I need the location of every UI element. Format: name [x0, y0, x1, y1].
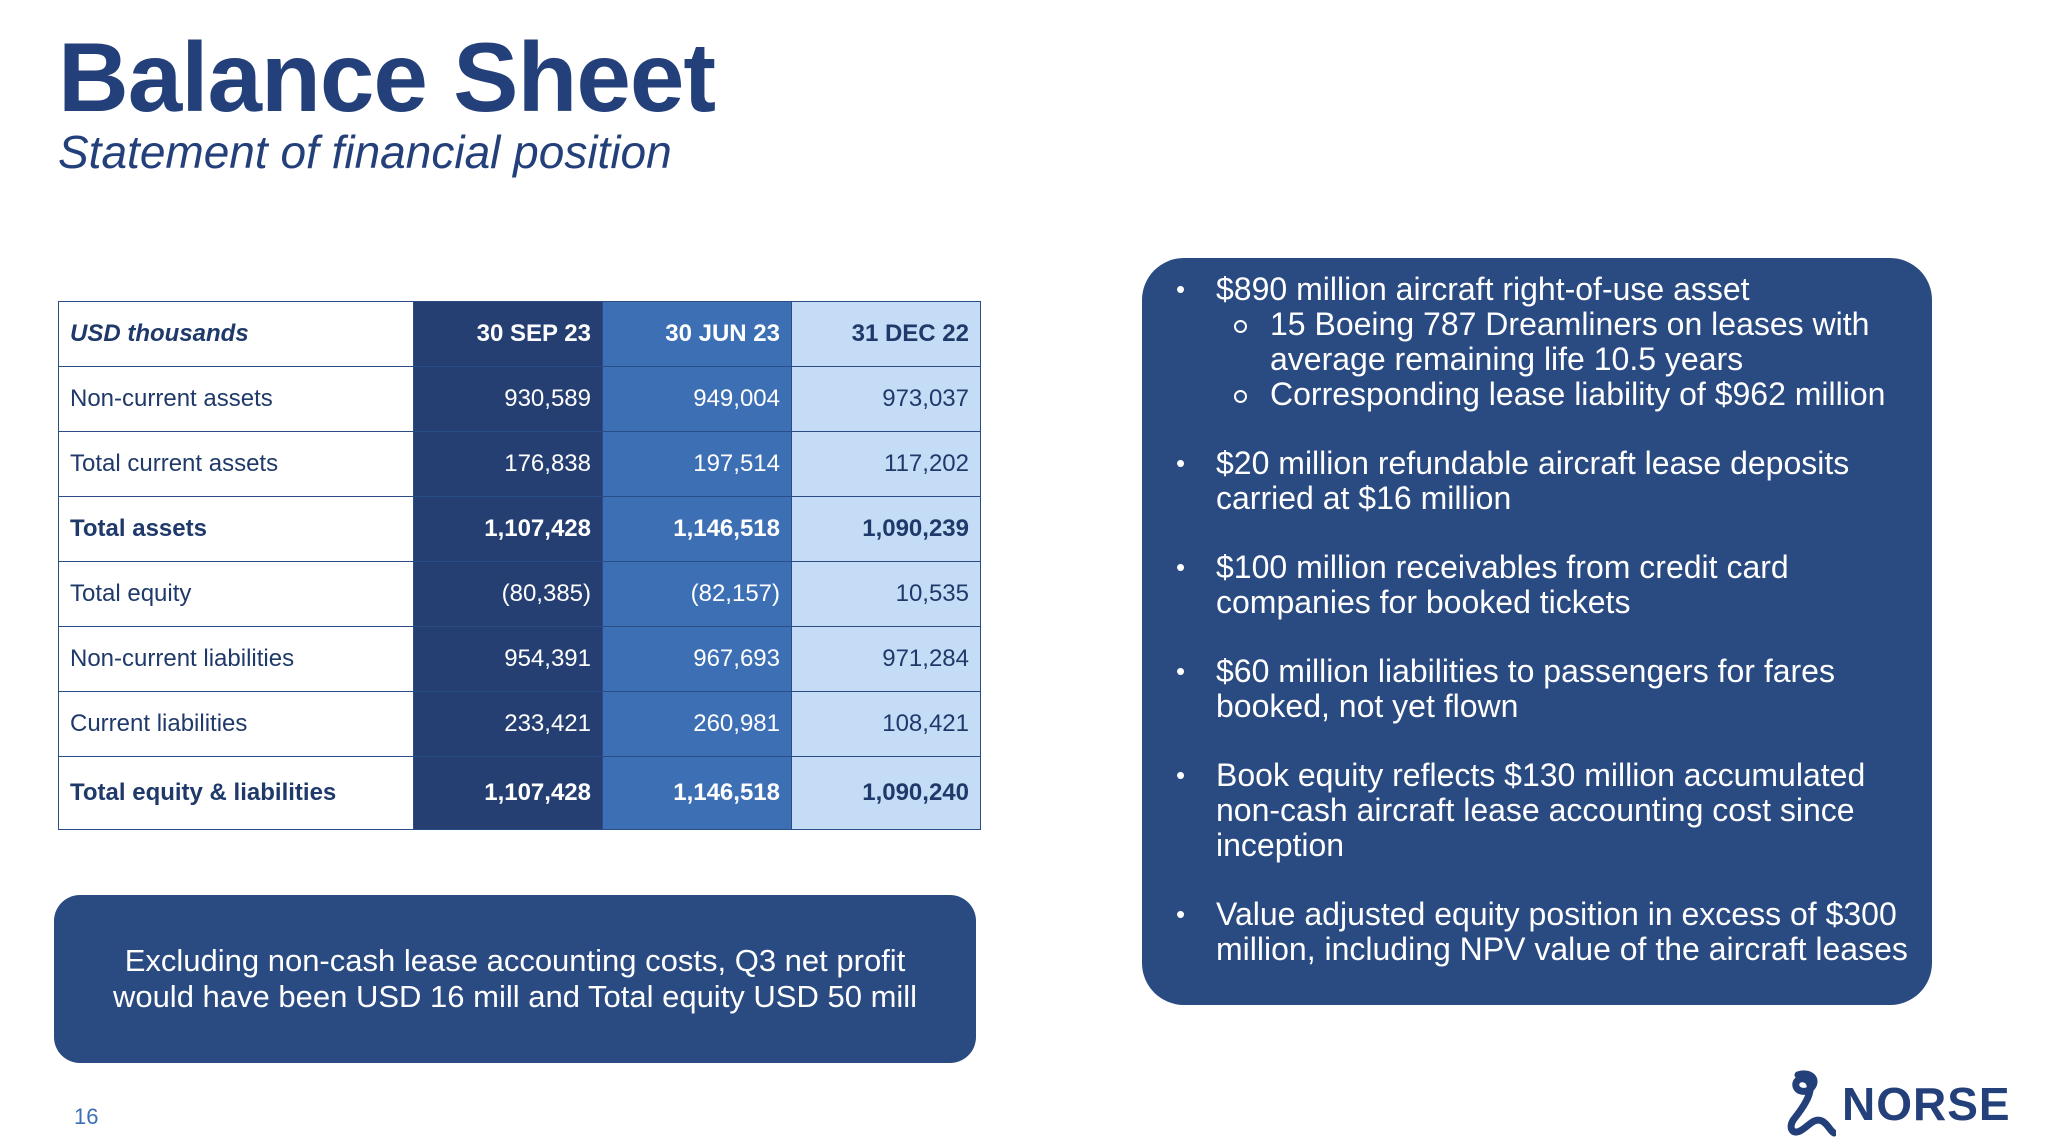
list-item [1164, 550, 1910, 620]
note-box [54, 895, 976, 1063]
bullet-icon: • [1176, 899, 1186, 929]
sub-list [1216, 307, 1910, 412]
highlights-list [1164, 272, 1910, 967]
cell-value: 930,589 [414, 367, 603, 432]
sub-highlight-text: 15 Boeing 787 Dreamliners on leases with average remaining life 10.5 years [1270, 306, 1870, 377]
circle-bullet-icon [1234, 390, 1247, 403]
table-row [59, 562, 981, 627]
list-item [1164, 758, 1910, 863]
sub-highlight-text: Corresponding lease liability of $962 million [1270, 376, 1886, 412]
page-title: Balance Sheet [58, 22, 715, 132]
column-header-sep23: 30 SEP 23 [414, 302, 603, 367]
cell-value: 954,391 [414, 627, 603, 692]
list-item [1164, 446, 1910, 516]
highlight-text: $890 million aircraft right-of-use asset [1216, 271, 1750, 307]
norse-swirl-icon [1780, 1069, 1836, 1139]
cell-value: 1,107,428 [414, 757, 603, 830]
highlight-text: Book equity reflects $130 million accumulated non-cash aircraft lease accounting cost since inception [1216, 757, 1866, 863]
circle-bullet-icon [1234, 320, 1247, 333]
row-label: Non-current liabilities [59, 627, 414, 692]
table-row [59, 692, 981, 757]
highlight-text: $20 million refundable aircraft lease deposits carried at $16 million [1216, 445, 1850, 516]
bullet-icon: • [1176, 760, 1186, 790]
cell-value: (82,157) [603, 562, 792, 627]
table-row [59, 627, 981, 692]
highlight-text: $60 million liabilities to passengers for fares booked, not yet flown [1216, 653, 1835, 724]
row-label: Non-current assets [59, 367, 414, 432]
cell-value: 197,514 [603, 432, 792, 497]
bullet-icon: • [1176, 552, 1186, 582]
table-row [59, 757, 981, 830]
page-number: 16 [74, 1104, 99, 1129]
page-subtitle: Statement of financial position [58, 126, 672, 178]
logo-text: NORSE [1842, 1078, 2011, 1130]
bullet-icon: • [1176, 656, 1186, 686]
highlight-text: Value adjusted equity position in excess of $300 million, including NPV value of the aircraft leases [1216, 896, 1908, 967]
cell-value: 973,037 [792, 367, 981, 432]
cell-value: 176,838 [414, 432, 603, 497]
cell-value: 108,421 [792, 692, 981, 757]
table-row [59, 367, 981, 432]
row-label: Total assets [59, 497, 414, 562]
cell-value: (80,385) [414, 562, 603, 627]
table-row [59, 432, 981, 497]
bullet-icon: • [1176, 448, 1186, 478]
cell-value: 1,107,428 [414, 497, 603, 562]
cell-value: 233,421 [414, 692, 603, 757]
highlight-text: $100 million receivables from credit card companies for booked tickets [1216, 549, 1789, 620]
column-header-jun23: 30 JUN 23 [603, 302, 792, 367]
row-label: Total current assets [59, 432, 414, 497]
cell-value: 971,284 [792, 627, 981, 692]
row-label: Total equity [59, 562, 414, 627]
cell-value: 260,981 [603, 692, 792, 757]
table-header-row [59, 302, 981, 367]
norse-logo [1780, 1068, 2011, 1140]
row-label: Total equity & liabilities [59, 757, 414, 830]
cell-value: 10,535 [792, 562, 981, 627]
highlights-panel [1142, 258, 1932, 1005]
column-header-dec22: 31 DEC 22 [792, 302, 981, 367]
list-item [1164, 272, 1910, 412]
cell-value: 1,090,239 [792, 497, 981, 562]
cell-value: 1,090,240 [792, 757, 981, 830]
note-text: Excluding non-cash lease accounting costs, Q3 net profit would have been USD 16 mill and Total equity USD 50 mill [112, 943, 918, 1014]
cell-value: 117,202 [792, 432, 981, 497]
cell-value: 949,004 [603, 367, 792, 432]
bullet-icon: • [1176, 274, 1186, 304]
cell-value: 1,146,518 [603, 497, 792, 562]
sub-list-item [1216, 377, 1910, 412]
list-item [1164, 897, 1910, 967]
balance-sheet-table [58, 301, 981, 830]
column-header-units: USD thousands [59, 302, 414, 367]
cell-value: 1,146,518 [603, 757, 792, 830]
sub-list-item [1216, 307, 1910, 377]
row-label: Current liabilities [59, 692, 414, 757]
table-row [59, 497, 981, 562]
list-item [1164, 654, 1910, 724]
cell-value: 967,693 [603, 627, 792, 692]
